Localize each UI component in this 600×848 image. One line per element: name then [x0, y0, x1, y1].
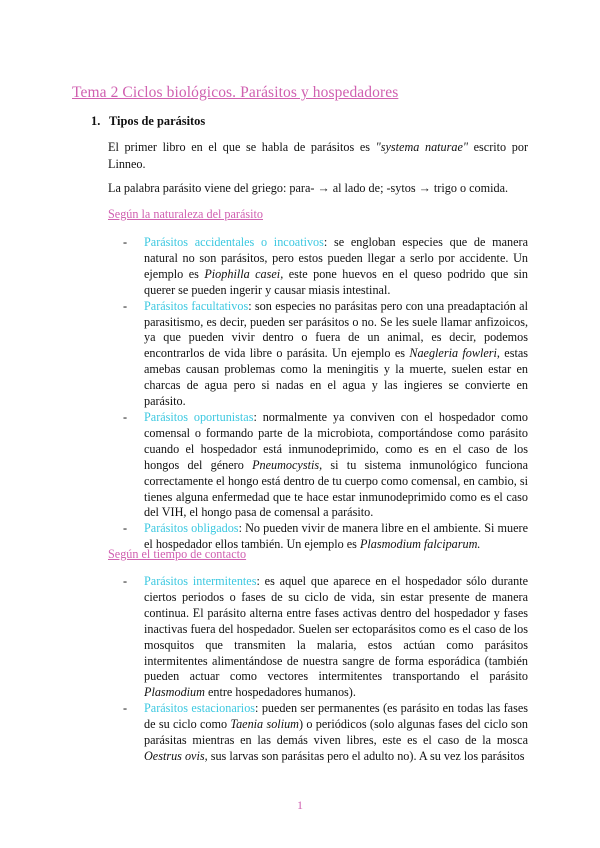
- list-item: - Parásitos obligados: No pueden vivir de manera libre en el ambiente. Si muere el hospedador ellos también. Un ejemplo es Plasmodium falciparum.: [123, 521, 528, 552]
- item-text: ) o periódicos (solo algunas fases del ciclo son parásitas mientras en las demás viven libres, este es el caso de la mosca: [144, 717, 528, 748]
- term: Parásitos accidentales o incoativos: [144, 235, 324, 249]
- term: Parásitos intermitentes: [144, 574, 257, 588]
- item-text: : son especies no parásitas pero con una preadaptación al parasitismo, es decir, pueden ser parásitos o no. Se les suele llamar anfizoicos, ya que pueden vivir dentro o fuera de un animal, es decir, podemos encontrarlos de vida libre o parásita. Un ejemplo es: [144, 298, 528, 361]
- section-number: 1.: [91, 114, 101, 128]
- intro-text: El primer libro en el que se habla de parásitos es: [108, 140, 376, 154]
- item-emphasis: Oestrus ovis,: [144, 748, 208, 763]
- item-emphasis: Piophilla casei,: [204, 266, 284, 281]
- intro-text: escrito por Linneo.: [108, 140, 528, 171]
- item-emphasis: Plasmodium: [144, 685, 205, 700]
- item-text: este pone huevos en el queso podrido que sin querer se pueden ingerir y causar miasis intestinal.: [144, 266, 528, 297]
- subsection-heading-tiempo: Según el tiempo de contacto: [108, 547, 247, 561]
- intro-paragraph-1: [108, 139, 528, 172]
- intro-emphasis: "systema naturae": [375, 140, 469, 154]
- list-tiempo: [120, 574, 528, 765]
- term: Parásitos facultativos: [144, 298, 249, 313]
- item-text: : se engloban especies que de manera natural no son parásitos, pero estos pueden llegar a serlo por accidente. Un ejemplo es: [144, 235, 528, 281]
- item-text: si tu sistema inmunológico funciona correctamente el hongo está dentro de tu cuerpo como comensal, en cambio, si tienes alguna enfermedad que te hace estar inmunodeprimido como es el caso del VIH, el hongo pasa de comensal a parásito.: [144, 457, 528, 520]
- list-item: - Parásitos oportunistas: normalmente ya conviven con el hospedador como comensal o formando parte de la microbiota, comportándose como parásito cuando el hospedador está inmunodeprimido, como es en el caso de los hongos del género Pneumocystis, si tu sistema inmunológico funciona correctamente el hongo está dentro de tu cuerpo como comensal, en cambio, si tienes alguna enfermedad que te hace estar inmunodeprimido como es el caso del VIH, el hongo pasa de comensal a parásito.: [123, 409, 528, 520]
- item-emphasis: Naegleria fowleri: [409, 346, 497, 361]
- page-number: 1: [297, 798, 303, 812]
- section-heading: [91, 114, 205, 129]
- list-item: - Parásitos estacionarios: pueden ser permanentes (es parásito en todas las fases de su ciclo como Taenia solium) o periódicos (solo algunas fases del ciclo son parásitas mientras en las demás viven libres, este es el caso de la mosca Oestrus ovis, sus larvas son parásitas pero el adulto no). A su vez los parásitos: [123, 701, 528, 763]
- subsection-heading-naturaleza: Según la naturaleza del parásito: [108, 207, 263, 221]
- item-text: : pueden ser permanentes (es parásito en todas las fases de su ciclo como: [144, 701, 528, 732]
- list-item: - Parásitos facultativos: son especies no parásitas pero con una preadaptación al parasitismo, es decir, pueden ser parásitos o no. Se les suele llamar anfizoicos, ya que pueden vivir dentro o fuera de un animal, es decir, podemos encontrarlos de vida libre o parásita. Un ejemplo es Naegleria fowleri, estas amebas causan problemas como la meningitis y la muerte, suelen estar en charcas de agua pero si nadas en el agua y las ingieres se convierte en parásito.: [123, 298, 528, 409]
- item-text: sus larvas son parásitas pero el adulto no). A su vez los parásitos: [207, 748, 525, 763]
- item-emphasis: Taenia solium: [230, 717, 299, 732]
- term: Parásitos oportunistas: [144, 409, 254, 424]
- list-item: - Parásitos intermitentes: es aquel que aparece en el hospedador sólo durante ciertos periodos o fases de su ciclo de vida, sin estar presente de manera continua. El parásito alterna entre fases activas dentro del hospedador y fases inactivas fuera del hospedador. Suelen ser ectoparásitos como es el caso de los mosquitos que transmiten la malaria, estos actúan como parásitos intermitentes alimentándose de nuestra sangre de forma esporádica (también pueden actuar como vectores intermitentes transportando el parásito Plasmodium entre hospedadores humanos).: [123, 574, 528, 700]
- item-text: : normalmente ya conviven con el hospedador como comensal o formando parte de la microbiota, comportándose como parásito cuando el hospedador está inmunodeprimido, como es en el caso de los hongos del género: [144, 409, 528, 472]
- term: Parásitos estacionarios: [144, 701, 256, 716]
- item-text: , estas amebas causan problemas como la meningitis y la muerte, suelen estar en charcas de agua pero si nadas en el agua y las ingieres se convierte en parásito.: [144, 346, 528, 409]
- list-item: - Parásitos accidentales o incoativos: se engloban especies que de manera natural no son parásitos, pero estos pueden llegar a serlo por accidente. Un ejemplo es Piophilla casei, este pone huevos en el queso podrido que sin querer se pueden ingerir y causar miasis intestinal.: [123, 235, 528, 297]
- item-text: entre hospedadores humanos).: [204, 685, 356, 700]
- item-emphasis: Plasmodium falciparum.: [359, 537, 481, 552]
- item-text: : No pueden vivir de manera libre en el ambiente. Si muere el hospedador ellos también. Un ejemplo es: [144, 521, 528, 552]
- item-emphasis: Pneumocystis,: [252, 457, 323, 472]
- item-text: : es aquel que aparece en el hospedador sólo durante ciertos periodos o fases de su ciclo de vida, sin estar presente de manera continua. El parásito alterna entre fases activas dentro del hospedador y fases inactivas fuera del hospedador. Suelen ser ectoparásitos como es el caso de los mosquitos que transmiten la malaria, estos actúan como parásitos intermitentes alimentándose de nuestra sangre de forma esporádica (también pueden actuar como vectores intermitentes transportando el parásito: [144, 574, 528, 684]
- page-title: Tema 2 Ciclos biológicos. Parásitos y hospedadores: [72, 84, 399, 101]
- intro-paragraph-2: La palabra parásito viene del griego: para- → al lado de; -sytos → trigo o comida.: [108, 181, 509, 195]
- term: Parásitos obligados: [144, 521, 239, 536]
- section-label: Tipos de parásitos: [109, 114, 206, 128]
- list-naturaleza: [120, 235, 528, 553]
